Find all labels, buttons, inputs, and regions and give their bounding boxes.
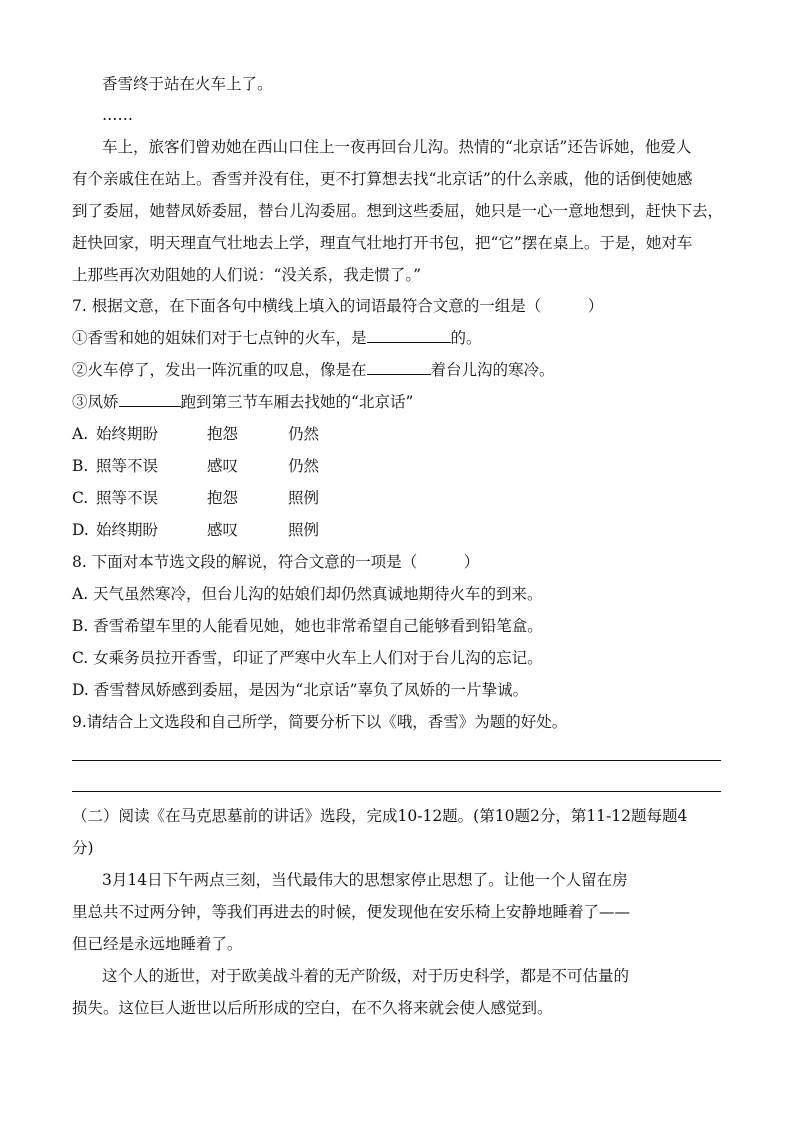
q7-sentence-1 — [72, 327, 482, 349]
question-7-stem: 7. 根据文意，在下面各句中横线上填入的词语最符合文意的一组是（ ） — [72, 297, 604, 315]
sentence-text: 的。 — [450, 329, 482, 347]
fill-blank[interactable] — [367, 359, 431, 375]
passage-line: 有个亲戚住在站上。香雪并没有住，更不打算想去找“北京话”的什么亲戚，他的话倒使她感 — [72, 170, 693, 188]
section-2-heading: （二）阅读《在马克思墓前的讲话》选段，完成10-12题。(第10题2分，第11-12题每题4 — [72, 807, 688, 825]
q7-sentence-3 — [72, 391, 413, 413]
option-letter: C. — [72, 489, 89, 507]
option-word: 始终期盼 — [96, 425, 159, 443]
option-word: 仍然 — [288, 425, 320, 443]
sentence-text: ③凤娇 — [72, 393, 119, 411]
option-word: 照例 — [288, 489, 320, 507]
passage-line: 赶快回家，明天理直气壮地去上学，理直气壮地打开书包，把“它”摆在桌上。于是，她对车 — [72, 234, 693, 252]
sentence-text: 着台儿沟的寒冷。 — [430, 361, 555, 379]
section-2-heading-cont: 分) — [72, 839, 94, 857]
option-word: 始终期盼 — [96, 521, 159, 539]
passage-line: 香雪终于站在火车上了。 — [102, 75, 273, 93]
option-word: 照等不误 — [96, 489, 159, 507]
q8-option-c[interactable]: C. 女乘务员拉开香雪，印证了严寒中火车上人们对于台儿沟的忘记。 — [72, 649, 543, 667]
sentence-text: 跑到第三节车厢去找她的“北京话” — [180, 393, 414, 411]
option-word: 照等不误 — [96, 457, 159, 475]
sentence-text: ①香雪和她的姐妹们对于七点钟的火车，是 — [72, 329, 367, 347]
option-word: 抱怨 — [207, 425, 239, 443]
option-letter: A. — [72, 425, 89, 443]
q8-option-a[interactable]: A. 天气虽然寒冷，但台儿沟的姑娘们却仍然真诚地期待火车的到来。 — [72, 585, 543, 603]
q8-option-b[interactable]: B. 香雪希望车里的人能看见她，她也非常希望自己能够看到铅笔盒。 — [72, 617, 543, 635]
question-9-stem: 9.请结合上文选段和自己所学，简要分析下以《哦，香雪》为题的好处。 — [72, 713, 568, 731]
speech-line: 里总共不过两分钟，等我们再进去的时候，便发现他在安乐椅上安静地睡着了—— — [72, 903, 631, 921]
q8-option-d[interactable]: D. 香雪替凤娇感到委屈，是因为“北京话”辜负了凤娇的一片挚诚。 — [72, 681, 529, 699]
passage-line: 到了委屈，她替凤娇委屈，替台儿沟委屈。想到这些委屈，她只是一心一意地想到，赶快下去， — [72, 202, 724, 220]
speech-line: 3月14日下午两点三刻，当代最伟大的思想家停止思想了。让他一个人留在房 — [102, 871, 628, 889]
option-word: 感叹 — [207, 457, 239, 475]
speech-line: 但已经是永远地睡着了。 — [72, 935, 243, 953]
option-letter: D. — [72, 521, 89, 539]
option-word: 抱怨 — [207, 489, 239, 507]
ellipsis-line: …… — [102, 106, 133, 124]
question-8-stem: 8. 下面对本节选文段的解说，符合文意的一项是（ ） — [72, 553, 480, 571]
speech-line: 这个人的逝世，对于欧美战斗着的无产阶级，对于历史科学，都是不可估量的 — [102, 967, 630, 985]
passage-line: 车上，旅客们曾劝她在西山口住上一夜再回台儿沟。热情的“北京话”还告诉她，他爱人 — [102, 138, 692, 156]
q7-sentence-2 — [72, 359, 555, 381]
passage-line: 上那些再次劝阻她的人们说：“没关系，我走惯了。” — [72, 266, 422, 284]
option-word: 照例 — [288, 521, 320, 539]
answer-line[interactable] — [72, 791, 721, 792]
option-word: 感叹 — [207, 521, 239, 539]
sentence-text: ②火车停了，发出一阵沉重的叹息，像是在 — [72, 361, 367, 379]
option-letter: B. — [72, 457, 89, 475]
speech-line: 损失。这位巨人逝世以后所形成的空白，在不久将来就会使人感觉到。 — [72, 999, 553, 1017]
fill-blank[interactable] — [119, 391, 181, 407]
answer-line[interactable] — [72, 760, 721, 761]
option-word: 仍然 — [288, 457, 320, 475]
fill-blank[interactable] — [367, 327, 451, 343]
